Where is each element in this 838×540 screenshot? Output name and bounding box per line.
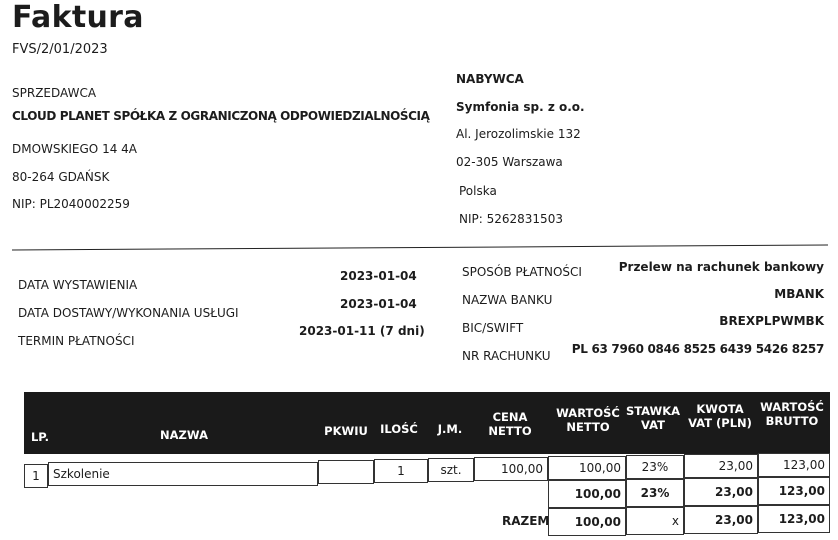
- seller-name: CLOUD PLANET SPÓŁKA Z OGRANICZONĄ ODPOWIEDZIALNOŚCIĄ: [12, 109, 430, 123]
- delivery-date-value: 2023-01-04: [340, 297, 417, 311]
- col-qty: ILOŚĆ: [380, 422, 418, 436]
- total-vat: 23,00: [684, 506, 758, 534]
- invoice-title: Faktura: [12, 0, 144, 35]
- seller-street: DMOWSKIEGO 14 4A: [12, 142, 137, 156]
- row-vat: 23,00: [684, 454, 758, 478]
- col-rate-line1: STAWKA: [625, 404, 681, 418]
- subtotal-rate: 23%: [626, 479, 684, 507]
- buyer-heading: NABYWCA: [456, 72, 524, 86]
- col-price-line1: CENA: [492, 410, 528, 424]
- total-rate: x: [626, 507, 684, 535]
- bank-name-value: MBANK: [774, 287, 824, 301]
- col-rate: [620, 404, 686, 432]
- bank-name-label: NAZWA BANKU: [462, 293, 553, 307]
- issue-date-value: 2023-01-04: [340, 269, 417, 283]
- row-gross: 123,00: [758, 453, 830, 477]
- total-gross: 123,00: [758, 505, 830, 533]
- row-qty: 1: [374, 459, 428, 483]
- col-vat: [682, 402, 758, 430]
- table-header: [24, 392, 830, 454]
- section-divider: [12, 245, 828, 251]
- account-number-value: PL 63 7960 0846 8525 6439 5426 8257: [571, 342, 824, 356]
- col-price: [476, 410, 544, 438]
- seller-nip: NIP: PL2040002259: [12, 197, 130, 211]
- buyer-nip: NIP: 5262831503: [459, 212, 563, 226]
- delivery-date-label: DATA DOSTAWY/WYKONANIA USŁUGI: [18, 306, 239, 320]
- col-gross-line1: WARTOŚĆ: [760, 400, 824, 414]
- buyer-country: Polska: [459, 184, 497, 198]
- col-unit: J.M.: [437, 422, 463, 436]
- seller-heading: SPRZEDAWCA: [12, 86, 97, 100]
- col-gross: [754, 400, 830, 428]
- col-pkwiu: PKWIU: [324, 424, 368, 438]
- subtotal-net: 100,00: [548, 480, 626, 508]
- col-lp: LP.: [30, 430, 49, 444]
- total-label: RAZEM: [502, 514, 550, 528]
- invoice-number: FVS/2/01/2023: [12, 42, 108, 57]
- col-net: [550, 406, 626, 434]
- col-vat-line1: KWOTA: [696, 402, 744, 416]
- col-rate-line2: VAT: [641, 418, 665, 432]
- row-lp: 1: [24, 464, 48, 488]
- subtotal-vat: 23,00: [684, 478, 758, 506]
- row-name: Szkolenie: [48, 462, 318, 486]
- swift-label: BIC/SWIFT: [462, 321, 524, 335]
- payment-method-label: SPOSÓB PŁATNOŚCI: [462, 265, 582, 279]
- row-unit: szt.: [428, 458, 474, 482]
- col-name: NAZWA: [160, 428, 208, 442]
- row-net: 100,00: [548, 456, 626, 480]
- col-gross-line2: BRUTTO: [765, 414, 819, 428]
- seller-city: 80-264 GDAŃSK: [12, 170, 110, 184]
- buyer-street: Al. Jerozolimskie 132: [456, 127, 581, 141]
- due-date-value: 2023-01-11 (7 dni): [299, 324, 425, 338]
- buyer-city: 02-305 Warszawa: [456, 155, 563, 169]
- row-rate: 23%: [626, 455, 684, 479]
- row-price: 100,00: [474, 457, 548, 481]
- total-net: 100,00: [548, 508, 626, 536]
- issue-date-label: DATA WYSTAWIENIA: [18, 278, 138, 292]
- buyer-name: Symfonia sp. z o.o.: [456, 100, 585, 114]
- col-net-line1: WARTOŚĆ: [556, 406, 620, 420]
- col-price-line2: NETTO: [488, 424, 532, 438]
- col-vat-line2: VAT (PLN): [688, 416, 752, 430]
- row-pkwiu: [318, 460, 374, 484]
- col-net-line2: NETTO: [566, 420, 610, 434]
- due-date-label: TERMIN PŁATNOŚCI: [18, 334, 135, 348]
- swift-value: BREXPLPWMBK: [719, 314, 824, 328]
- subtotal-gross: 123,00: [758, 477, 830, 505]
- account-number-label: NR RACHUNKU: [462, 349, 551, 363]
- payment-method-value: Przelew na rachunek bankowy: [618, 260, 824, 274]
